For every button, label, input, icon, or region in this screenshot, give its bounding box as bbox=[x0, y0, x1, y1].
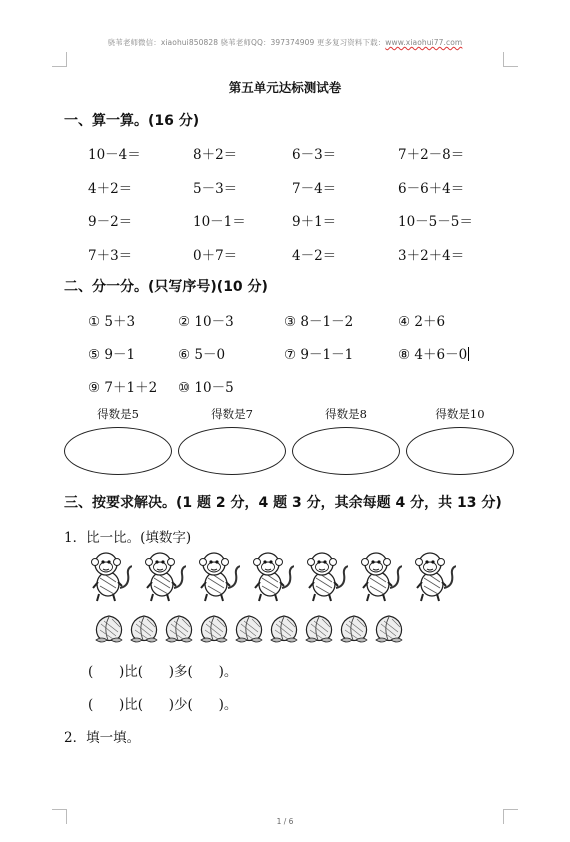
peach-picture bbox=[197, 612, 231, 646]
peach-picture bbox=[162, 612, 196, 646]
problem-cell: 10－1＝ bbox=[193, 214, 246, 230]
problem-cell: 9＋1＝ bbox=[292, 214, 337, 230]
problem-cell: 4－2＝ bbox=[292, 247, 337, 264]
monkey-picture bbox=[140, 548, 186, 602]
section-3-heading: 三、按要求解决。(1 题 2 分，4 题 3 分，其余每题 4 分，共 13 分) bbox=[64, 495, 502, 511]
problem-cell: ④ 2＋6 bbox=[398, 314, 446, 330]
problem-cell: 8＋2＝ bbox=[193, 147, 238, 163]
question-2-label: 2．填一填。 bbox=[64, 730, 141, 746]
problem-cell: ⑨ 7＋1＋2 bbox=[88, 380, 158, 396]
header-note-text: 骁苇老师微信：xiaohui850828 骁苇老师QQ：397374909 更多复习资料下载： bbox=[107, 38, 386, 47]
problem-cell: ⑤ 9－1 bbox=[88, 347, 136, 363]
text-cursor bbox=[468, 347, 469, 361]
monkey-picture bbox=[194, 548, 240, 602]
problem-cell: 7＋2－8＝ bbox=[398, 147, 465, 163]
section-1-heading: 一、算一算。(16 分) bbox=[64, 113, 200, 129]
page-number: 1 / 6 bbox=[276, 817, 294, 826]
monkey-picture bbox=[410, 548, 456, 602]
crop-mark-top-right bbox=[503, 52, 518, 67]
question-1-label: 1．比一比。(填数字) bbox=[64, 530, 192, 546]
oval-group-5 bbox=[64, 406, 172, 475]
oval-label: 得数是5 bbox=[97, 407, 139, 421]
oval-label: 得数是8 bbox=[325, 407, 367, 421]
oval-group-8 bbox=[292, 406, 400, 475]
monkey-picture bbox=[86, 548, 132, 602]
peach-picture bbox=[267, 612, 301, 646]
monkey-picture bbox=[302, 548, 348, 602]
peach-picture bbox=[302, 612, 336, 646]
problem-cell: 4＋2＝ bbox=[88, 180, 133, 197]
page-title: 第五单元达标测试卷 bbox=[228, 80, 342, 95]
header-note-url[interactable]: www.xiaohui77.com bbox=[385, 38, 463, 47]
problem-cell: 6－3＝ bbox=[292, 147, 337, 163]
problem-cell: 7－4＝ bbox=[292, 180, 337, 197]
problem-cell: ② 10－3 bbox=[178, 314, 234, 330]
problem-cell: ⑧ 4＋6－0 bbox=[398, 347, 468, 363]
peach-picture bbox=[337, 612, 371, 646]
oval-label: 得数是7 bbox=[211, 407, 253, 421]
problem-cell: 9－2＝ bbox=[88, 214, 133, 230]
header-note bbox=[0, 37, 570, 48]
crop-mark-top-left bbox=[52, 52, 67, 67]
answer-oval[interactable] bbox=[406, 427, 514, 475]
peach-picture bbox=[372, 612, 406, 646]
problem-cell: 3＋2＋4＝ bbox=[398, 247, 465, 264]
peach-row bbox=[92, 612, 412, 648]
problem-cell: 6－6＋4＝ bbox=[398, 180, 465, 197]
answer-oval[interactable] bbox=[64, 427, 172, 475]
answer-oval[interactable] bbox=[178, 427, 286, 475]
section-2-heading: 二、分一分。(只写序号)(10 分) bbox=[64, 279, 268, 295]
monkey-picture bbox=[356, 548, 402, 602]
peach-picture bbox=[92, 612, 126, 646]
compare-line-more[interactable]: ( )比( )多( )。 bbox=[88, 664, 238, 680]
problem-cell: 10－4＝ bbox=[88, 147, 141, 163]
problem-cell: 7＋3＝ bbox=[88, 247, 133, 264]
problem-cell: ⑦ 9－1－1 bbox=[284, 347, 354, 363]
answer-ovals bbox=[64, 406, 516, 478]
problem-cell: ① 5＋3 bbox=[88, 314, 136, 330]
monkey-picture bbox=[248, 548, 294, 602]
oval-label: 得数是10 bbox=[435, 407, 485, 421]
problem-cell: ⑩ 10－5 bbox=[178, 380, 234, 396]
compare-line-less[interactable]: ( )比( )少( )。 bbox=[88, 697, 238, 713]
oval-group-10 bbox=[406, 406, 514, 475]
answer-oval[interactable] bbox=[292, 427, 400, 475]
peach-picture bbox=[232, 612, 266, 646]
problem-cell: ⑥ 5－0 bbox=[178, 347, 226, 363]
problem-cell: 10－5－5＝ bbox=[398, 214, 473, 230]
problem-cell: 0＋7＝ bbox=[193, 247, 238, 264]
problem-cell: 5－3＝ bbox=[193, 180, 238, 197]
oval-group-7 bbox=[178, 406, 286, 475]
monkey-row bbox=[86, 548, 486, 604]
peach-picture bbox=[127, 612, 161, 646]
problem-cell: ③ 8－1－2 bbox=[284, 314, 354, 330]
